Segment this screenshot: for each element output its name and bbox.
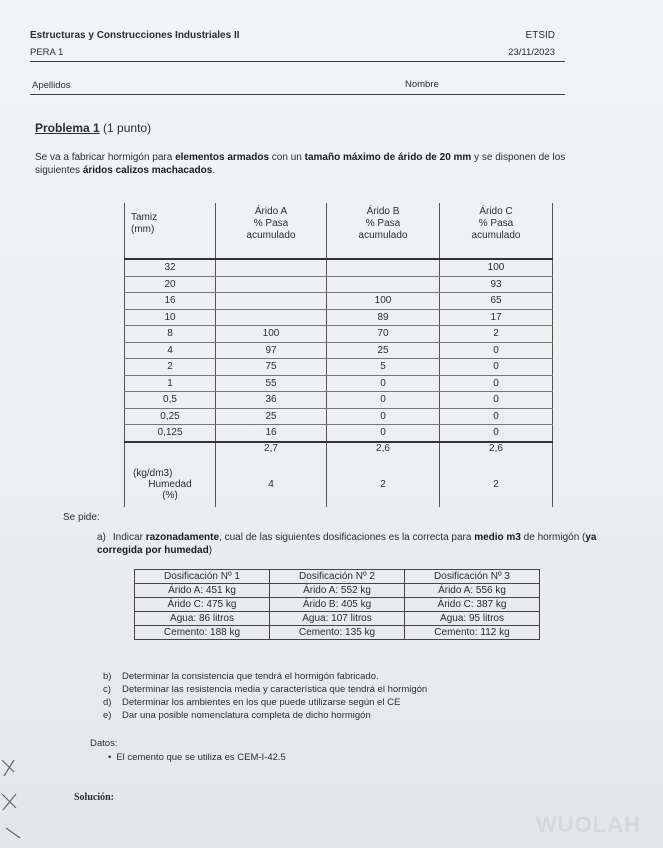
table-row (125, 259, 553, 276)
dosage-table (134, 569, 540, 640)
dosage-cell: Árido A: 451 kg (135, 584, 270, 598)
density-row (125, 442, 553, 479)
header-line: Tamiz (131, 212, 158, 223)
intro-text: Se va a fabricar hormigón para (35, 152, 176, 163)
humidity-c: 2 (440, 479, 553, 507)
pass-c: 100 (440, 259, 553, 276)
sieve-size: 32 (125, 259, 216, 276)
density-b: 2,6 (327, 442, 440, 479)
pass-c: 0 (440, 408, 553, 425)
density-c: 2,6 (440, 442, 553, 479)
pass-c: 0 (440, 425, 553, 442)
pass-b: 0 (327, 425, 440, 442)
exam-date: 23/11/2023 (508, 47, 555, 58)
datos-item (108, 752, 286, 763)
question-letter: c) (103, 684, 111, 695)
header-line: % Pasa (253, 218, 289, 229)
nombre-label: Nombre (405, 79, 439, 90)
header-line: acumulado (358, 230, 408, 241)
humidity-label (125, 479, 216, 507)
dosage-cell: Cemento: 188 kg (135, 626, 270, 640)
question-bold: razonadamente (145, 532, 220, 543)
name-line (30, 94, 565, 95)
header-line: Árido A (254, 206, 288, 217)
header-line: acumulado (471, 230, 521, 241)
sieve-size: 0,5 (125, 392, 216, 409)
pass-a: 55 (216, 375, 327, 392)
question-text: , cual de las siguientes dosificaciones es la correcta para (219, 532, 475, 543)
table-row (125, 359, 553, 376)
dosage-cell: Árido C: 475 kg (135, 598, 270, 612)
list-item (103, 670, 427, 683)
dosage-cell: Árido C: 387 kg (405, 598, 540, 612)
problem-points: (1 punto) (103, 121, 152, 135)
header-line: (mm) (131, 224, 155, 235)
pass-a (216, 309, 327, 326)
density-label (125, 442, 216, 479)
table-row (125, 342, 553, 359)
question-letter: d) (103, 697, 112, 708)
table-row (125, 408, 553, 425)
pass-a: 16 (216, 425, 327, 442)
question-text: Indicar (112, 532, 146, 543)
pass-b: 25 (327, 342, 440, 359)
pass-c: 93 (440, 276, 553, 293)
header-line: % Pasa (478, 218, 514, 229)
pass-a (216, 276, 327, 293)
dosage-cell: Agua: 107 litros (270, 612, 405, 626)
table-row (135, 584, 540, 598)
pass-c: 0 (440, 359, 553, 376)
pass-c: 0 (440, 392, 553, 409)
question-text: Determinar la consistencia que tendrá el hormigón fabricado. (122, 671, 379, 682)
table-row (135, 598, 540, 612)
intro-text: . (212, 165, 216, 176)
table-row (125, 309, 553, 326)
list-item (103, 683, 427, 696)
table-row (125, 326, 553, 343)
pass-a: 36 (216, 392, 327, 409)
dosage-cell: Árido A: 556 kg (405, 584, 540, 598)
sieve-size: 4 (125, 342, 216, 359)
pass-b (327, 276, 440, 293)
humidity-row (125, 479, 553, 507)
table-row (135, 626, 540, 640)
pass-b: 100 (327, 293, 440, 310)
table-row (125, 425, 553, 442)
humidity-a: 4 (216, 479, 327, 507)
apellidos-label: Apellidos (32, 80, 71, 91)
datos-label: Datos: (90, 738, 118, 749)
density-a: 2,7 (216, 442, 327, 479)
question-text: Determinar las resistencia media y característica que tendrá el hormigón (122, 684, 428, 695)
header-arido-c (440, 203, 553, 259)
sieve-size: 0,25 (125, 408, 216, 425)
dosage-cell: Cemento: 135 kg (270, 626, 405, 640)
header-divider (30, 61, 565, 62)
pass-c: 0 (440, 375, 553, 392)
question-letter: a) (97, 532, 106, 543)
pass-b: 0 (327, 375, 440, 392)
list-item (103, 696, 427, 709)
pass-c: 0 (440, 342, 553, 359)
school-name: ETSID (525, 30, 555, 41)
intro-bold: áridos calizos machacados (82, 165, 213, 176)
pass-b: 0 (327, 392, 440, 409)
dosage-cell: Agua: 95 litros (405, 612, 540, 626)
sieve-size: 8 (125, 326, 216, 343)
sieve-size: 2 (125, 359, 216, 376)
question-bold: ya corregida por humedad (97, 532, 597, 556)
pass-b: 89 (327, 309, 440, 326)
pass-b (327, 259, 440, 276)
solution-label: Solución: (74, 792, 115, 803)
question-list (103, 670, 427, 722)
question-a (97, 531, 607, 557)
sieve-size: 16 (125, 293, 216, 310)
dosage-cell: Agua: 86 litros (135, 612, 270, 626)
problem-statement (35, 151, 595, 177)
question-text: Determinar los ambientes en los que puede utilizarse según el CE (122, 697, 401, 708)
pass-a: 25 (216, 408, 327, 425)
dosage-header: Dosificación Nº 1 (135, 570, 270, 584)
pass-c: 65 (440, 293, 553, 310)
sieve-size: 10 (125, 309, 216, 326)
header-arido-b (327, 203, 440, 259)
problem-title: Problema 1 (35, 121, 100, 135)
pass-c: 17 (440, 309, 553, 326)
table-row (135, 570, 540, 584)
dosage-cell: Árido B: 405 kg (270, 598, 405, 612)
dosage-header: Dosificación Nº 3 (405, 570, 540, 584)
dosage-cell: Cemento: 112 kg (405, 626, 540, 640)
question-letter: b) (103, 671, 112, 682)
header-line: Árido C (479, 206, 513, 217)
pass-c: 2 (440, 326, 553, 343)
sieve-header-row (125, 203, 553, 259)
humidity-b: 2 (327, 479, 440, 507)
se-pide-label: Se pide: (63, 512, 100, 523)
sieve-size: 0,125 (125, 425, 216, 442)
table-row (135, 612, 540, 626)
table-row (125, 276, 553, 293)
question-bold: medio m3 (474, 532, 521, 543)
course-title: Estructuras y Construcciones Industriales II (30, 30, 240, 41)
header-arido-a (216, 203, 327, 259)
intro-text: con un (269, 152, 305, 163)
bullet-icon: • (108, 752, 112, 763)
pass-a: 75 (216, 359, 327, 376)
group-label: PERA 1 (30, 47, 64, 58)
pass-b: 70 (327, 326, 440, 343)
pass-b: 0 (327, 408, 440, 425)
table-row (125, 375, 553, 392)
header-tamiz (125, 203, 216, 259)
intro-bold: tamaño máximo de árido de 20 mm (304, 152, 472, 163)
humidity-unit: (%) (162, 489, 178, 501)
sieve-table (124, 203, 553, 507)
table-row (125, 392, 553, 409)
margin-scribble-icon (0, 750, 26, 840)
datos-text: El cemento que se utiliza es CEM-I-42.5 (116, 752, 286, 763)
sieve-size: 1 (125, 375, 216, 392)
header-line: acumulado (246, 230, 296, 241)
pass-a (216, 259, 327, 276)
header-line: % Pasa (365, 218, 401, 229)
intro-text: y se disponen de los siguientes (35, 152, 566, 176)
dosage-header: Dosificación Nº 2 (270, 570, 405, 584)
density-unit: (kg/dm3) (133, 467, 173, 479)
header-line: Árido B (366, 206, 400, 217)
dosage-cell: Árido A: 552 kg (270, 584, 405, 598)
problem-heading (35, 121, 151, 135)
question-text: ) (208, 545, 213, 556)
intro-bold: elementos armados (175, 152, 270, 163)
pass-a (216, 293, 327, 310)
question-text: Dar una posible nomenclatura completa de dicho hormigón (122, 710, 371, 721)
sieve-size: 20 (125, 276, 216, 293)
pass-a: 97 (216, 342, 327, 359)
humidity-text: Humedad (148, 478, 192, 490)
question-letter: e) (103, 710, 112, 721)
pass-a: 100 (216, 326, 327, 343)
pass-b: 5 (327, 359, 440, 376)
question-text: de hormigón ( (520, 532, 586, 543)
list-item (103, 709, 427, 722)
watermark-logo: WUOLAH (536, 812, 641, 837)
table-row (125, 293, 553, 310)
